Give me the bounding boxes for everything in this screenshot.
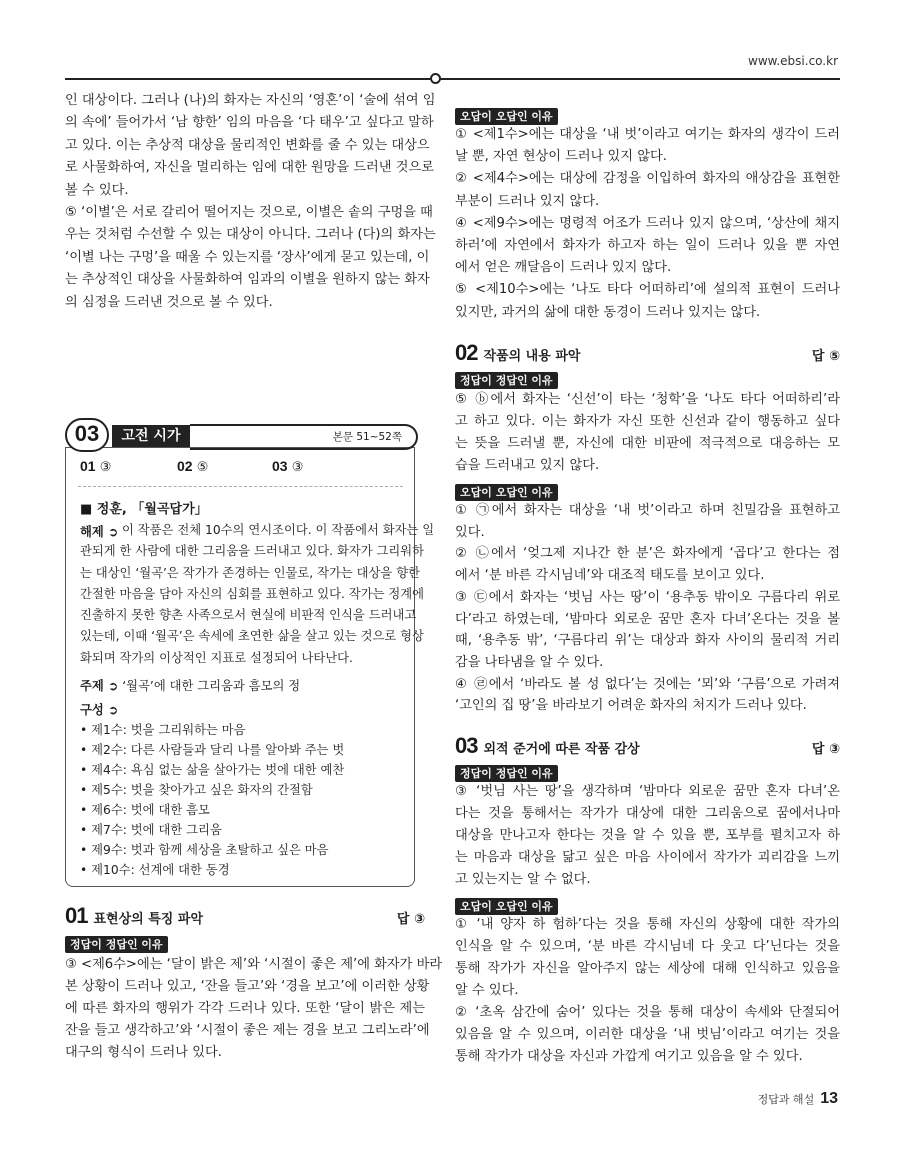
header-rule xyxy=(65,78,840,80)
text-line: • 제10수: 선계에 대한 동경 xyxy=(80,863,230,877)
text-line: • 제2수: 다른 사람들과 달리 나를 알아봐 주는 벗 xyxy=(80,743,345,757)
text-line: ⑤ <제10수>에는 ‘나도 타다 어떠하리’에 설의적 표현이 드러나 xyxy=(455,282,840,298)
correct-reason-badge: 정답이 정답인 이유 xyxy=(455,372,558,389)
text-line: ④ <제9수>에는 명령적 어조가 드러나 있지 않으며, ‘상산에 채지 xyxy=(455,215,840,231)
answer-value: ⑤ xyxy=(196,460,209,475)
text-line: 볼 수 있다. xyxy=(65,182,129,198)
text-line: 있는데, 이때 ‘월곡’은 속세에 초연한 삶을 살고 있는 것으로 형상 xyxy=(80,629,424,644)
wrong-reason-badge: 오답이 오답인 이유 xyxy=(455,484,558,501)
q02-wrong-text xyxy=(455,500,840,717)
text-line: 이 작품은 전체 10수의 연시조이다. 이 작품에서 화자는 일 xyxy=(122,523,435,537)
text-line: 로 사물화하여, 자신을 멀리하는 임에 대한 원망을 드러낸 것으로 xyxy=(65,160,434,176)
section-pages: 본문 51~52쪽 xyxy=(190,424,418,450)
text-line: 통해 작가가 대상을 자신과 가깝게 여기고 있음을 알 수 있다. xyxy=(455,1049,803,1064)
text-line: 관되게 한 사람에 대한 그리움을 드러내고 있다. 화자가 그리워하 xyxy=(80,544,425,559)
section-title: 고전 시가 xyxy=(112,425,190,447)
text-line: 인식을 알 수 있으며, ‘분 바른 각시님네 다 웃고 다’닌다는 것을 xyxy=(455,939,840,954)
q03-correct-text xyxy=(455,781,840,891)
text-line: 부분이 드러나 있지 않다. xyxy=(455,193,600,209)
site-url: www.ebsi.co.kr xyxy=(748,54,838,68)
text-line: 있다. xyxy=(455,524,485,540)
text-line: ② <제4수>에는 대상에 감정을 이입하여 화자의 애상감을 표현한 xyxy=(455,171,840,187)
text-line: 진출하지 못한 향촌 사족으로서 현실에 비판적 인식을 드러내고 xyxy=(80,608,417,623)
work-title: ■ 정훈, 「월곡답가」 xyxy=(80,502,208,517)
text-line: 는 대상인 ‘월곡’은 작가가 존경하는 인물로, 작가는 대상을 향한 xyxy=(80,565,420,580)
q02-correct-text xyxy=(455,389,840,477)
theme-label: 주제 ➲ xyxy=(80,679,119,693)
text-line: 대상을 만나고자 한다는 것을 알 수 있을 뿐, 포부를 펼치고자 하 xyxy=(455,828,840,843)
text-line: 간절한 마음을 담아 자신의 심회를 표현하고 있다. 작가는 정계에 xyxy=(80,586,425,601)
text-line: ② ㉡에서 ‘엊그제 지나간 한 분’은 화자에게 ‘곱다’고 한다는 점 xyxy=(455,546,840,562)
text-line: 인 대상이다. 그러나 (나)의 화자는 자신의 ‘영혼’이 ‘술에 섞여 임 xyxy=(65,93,436,108)
correct-reason-badge: 정답이 정답인 이유 xyxy=(65,936,168,953)
text-line: ② ‘초옥 삼간에 숨어’ 있다는 것을 통해 대상이 속세와 단절되어 xyxy=(455,1005,840,1020)
text-line: 는 마음과 대상을 닮고 싶은 마음 사이에서 작가가 괴리감을 느끼 xyxy=(455,850,840,865)
text-line: • 제6수: 벗에 대한 흠모 xyxy=(80,803,210,817)
theme-text: ‘월곡’에 대한 그리움과 흠모의 정 xyxy=(122,679,301,693)
footer-label: 정답과 해설 xyxy=(757,1093,815,1106)
right-top-text xyxy=(455,124,840,324)
answer-num: 01 xyxy=(80,458,96,474)
text-line: 하러’에 자연에서 화자가 하고자 하는 일이 드러나 있을 뿐 자연 xyxy=(455,238,840,254)
text-line: 에서 ‘분 바른 각시님네’와 대조적 태도를 보이고 있다. xyxy=(455,568,765,584)
question-title: 외적 준거에 따른 작품 감상 xyxy=(483,742,640,757)
wrong-reason-badge: 오답이 오답인 이유 xyxy=(455,898,558,915)
header-rule-dot xyxy=(430,73,441,84)
text-line: 본 상황이 드러나 있고, ‘잔을 들고’와 ‘경을 보고’에 이러한 상황 xyxy=(65,979,430,994)
text-line: ⑤ ⓑ에서 화자는 ‘신선’이 타는 ‘청학’을 ‘나도 타다 어떠하리’라 xyxy=(455,392,840,407)
text-line: ‘고인의 집 땅’을 바라보기 어려운 화자의 처지가 드러나 있다. xyxy=(455,698,807,714)
text-line: ⑤ ‘이별’은 서로 갈리어 떨어지는 것으로, 이별은 솥의 구멍을 때 xyxy=(65,205,433,221)
q03-wrong-text xyxy=(455,914,840,1068)
text-line: 때, ‘용추동 밖’, ‘구름다리 위’는 대상과 화자 사이의 물리적 거리 xyxy=(455,633,840,649)
text-line: 의 속에’ 들어가서 ‘남 향한’ 임의 마음을 ‘다 태우’고 싶다고 말하 xyxy=(65,115,434,131)
question-answer: 답 ③ xyxy=(811,742,840,757)
text-line: • 제7수: 벗에 대한 그리움 xyxy=(80,823,222,837)
question-answer: 답 ③ xyxy=(396,912,425,927)
text-line: • 제5수: 벗을 찾아가고 싶은 화자의 간절함 xyxy=(80,783,313,797)
question-03-header xyxy=(455,733,840,759)
question-title: 작품의 내용 파악 xyxy=(483,349,581,364)
text-line: 고 있는지는 알 수 없다. xyxy=(455,872,591,887)
page-footer xyxy=(758,1090,838,1108)
text-line: 의 심정을 드러낸 것으로 볼 수 있다. xyxy=(65,294,273,310)
answer-value: ③ xyxy=(99,460,112,475)
text-line: • 제9수: 벗과 함께 세상을 초탈하고 싶은 마음 xyxy=(80,843,329,857)
text-line: 고 하고 있다. 이는 화자가 자신 또한 신선과 같이 행동하고 싶다 xyxy=(455,414,840,429)
text-line: 통해 작가가 자신을 알아주지 않는 세상에 대해 인식하고 있음을 xyxy=(455,961,840,976)
text-line: 있지만, 과거의 삶에 대한 동경이 드러나 있지는 않다. xyxy=(455,304,761,320)
answer-num: 03 xyxy=(272,458,288,474)
question-answer: 답 ⑤ xyxy=(811,349,840,364)
question-number: 01 xyxy=(65,903,88,928)
structure-label: 구성 ➲ xyxy=(80,703,119,717)
text-line: 다는 것을 통해서는 작가가 대상에 대한 그리움으로 꿈에서나마 xyxy=(455,806,840,821)
text-line: 감을 나타냄을 알 수 있다. xyxy=(455,654,604,670)
question-title: 표현상의 특징 파악 xyxy=(93,912,204,927)
text-line: 화되며 작가의 이상적인 지표로 설정되어 나타난다. xyxy=(80,650,353,665)
text-line: 우는 것처럼 수선할 수 있는 대상이 아니다. 그러나 (다)의 화자는 xyxy=(65,227,436,243)
answer-num: 02 xyxy=(177,458,193,474)
section-number: 03 xyxy=(65,418,109,452)
text-line: 날 뿐, 자연 현상이 드러나 있지 않다. xyxy=(455,149,667,165)
q01-text xyxy=(65,954,443,1064)
page-number: 13 xyxy=(820,1090,838,1107)
question-number: 02 xyxy=(455,340,478,365)
text-line: 잔을 들고 생각하고’와 ‘시절이 좋은 제는 경을 보고 그리노라’에 xyxy=(65,1023,430,1038)
text-line: 고 있다. 이는 추상적 대상을 물리적인 변화를 줄 수 있는 대상으 xyxy=(65,137,430,153)
text-line: 는 추상적인 대상을 사물화하여 임과의 이별을 원하지 않는 화자 xyxy=(65,272,430,288)
text-line: 대구의 형식이 드러나 있다. xyxy=(65,1045,222,1060)
text-line: 다’라고 하였는데, ‘밤마다 외로운 꿈만 혼자 다녀’온다는 것을 볼 xyxy=(455,611,840,627)
text-line: ③ <제6수>에는 ‘달이 밝은 제’와 ‘시절이 좋은 제’에 화자가 바라 xyxy=(65,957,443,972)
text-line: ① <제1수>에는 대상을 ‘내 벗’이라고 여기는 화자의 생각이 드러 xyxy=(455,127,840,142)
text-line: ① ‘내 양자 하 험하’다는 것을 통해 자신의 상황에 대한 작가의 xyxy=(455,917,840,932)
text-line: ③ ‘벗님 사는 땅’을 생각하며 ‘밤마다 외로운 꿈만 혼자 다녀’온 xyxy=(455,784,840,799)
text-line: 있음을 알 수 있으며, 이러한 대상을 ‘내 벗님’이라고 여기는 것을 xyxy=(455,1027,840,1042)
text-line: 는 뜻을 드러낼 뿐, 자신에 대한 비판에 적극적으로 대응하는 모 xyxy=(455,436,840,451)
text-line: 알 수 있다. xyxy=(455,983,519,998)
haeje-text xyxy=(80,520,435,669)
text-line: ‘이별 나는 구멍’을 때울 수 있는지를 ‘장사’에게 묻고 있는데, 이 xyxy=(65,249,430,265)
text-line: ③ ㉢에서 화자는 ‘벗님 사는 땅’이 ‘용추동 밖이오 구름다리 위로 xyxy=(455,589,840,605)
left-top-text xyxy=(65,90,436,314)
question-02-header xyxy=(455,340,840,366)
text-line: • 제1수: 벗을 그리워하는 마음 xyxy=(80,723,246,737)
theme xyxy=(80,676,300,694)
text-line: 에 따른 화자의 행위가 각각 드러나 있다. 또한 ‘달이 밝은 제는 xyxy=(65,1001,425,1016)
text-line: ④ ㉣에서 ‘바라도 볼 성 없다’는 것에는 ‘뫼’와 ‘구름’으로 가려져 xyxy=(455,676,840,692)
divider xyxy=(78,486,403,487)
text-line: ① ㉠에서 화자는 대상을 ‘내 벗’이라고 하며 친밀감을 표현하고 xyxy=(455,503,840,518)
text-line: 습을 드러내고 있지 않다. xyxy=(455,458,600,473)
structure-list xyxy=(80,720,402,880)
correct-reason-badge: 정답이 정답인 이유 xyxy=(455,765,558,782)
haeje-label: 해제 ➲ xyxy=(80,525,119,539)
answer-value: ③ xyxy=(291,460,304,475)
text-line: • 제4수: 욕심 없는 삶을 살아가는 벗에 대한 예찬 xyxy=(80,763,345,777)
text-line: 에서 얻은 깨달음이 드러나 있지 않다. xyxy=(455,260,672,276)
question-number: 03 xyxy=(455,733,478,758)
wrong-reason-badge: 오답이 오답인 이유 xyxy=(455,108,558,125)
question-01-header xyxy=(65,903,425,929)
